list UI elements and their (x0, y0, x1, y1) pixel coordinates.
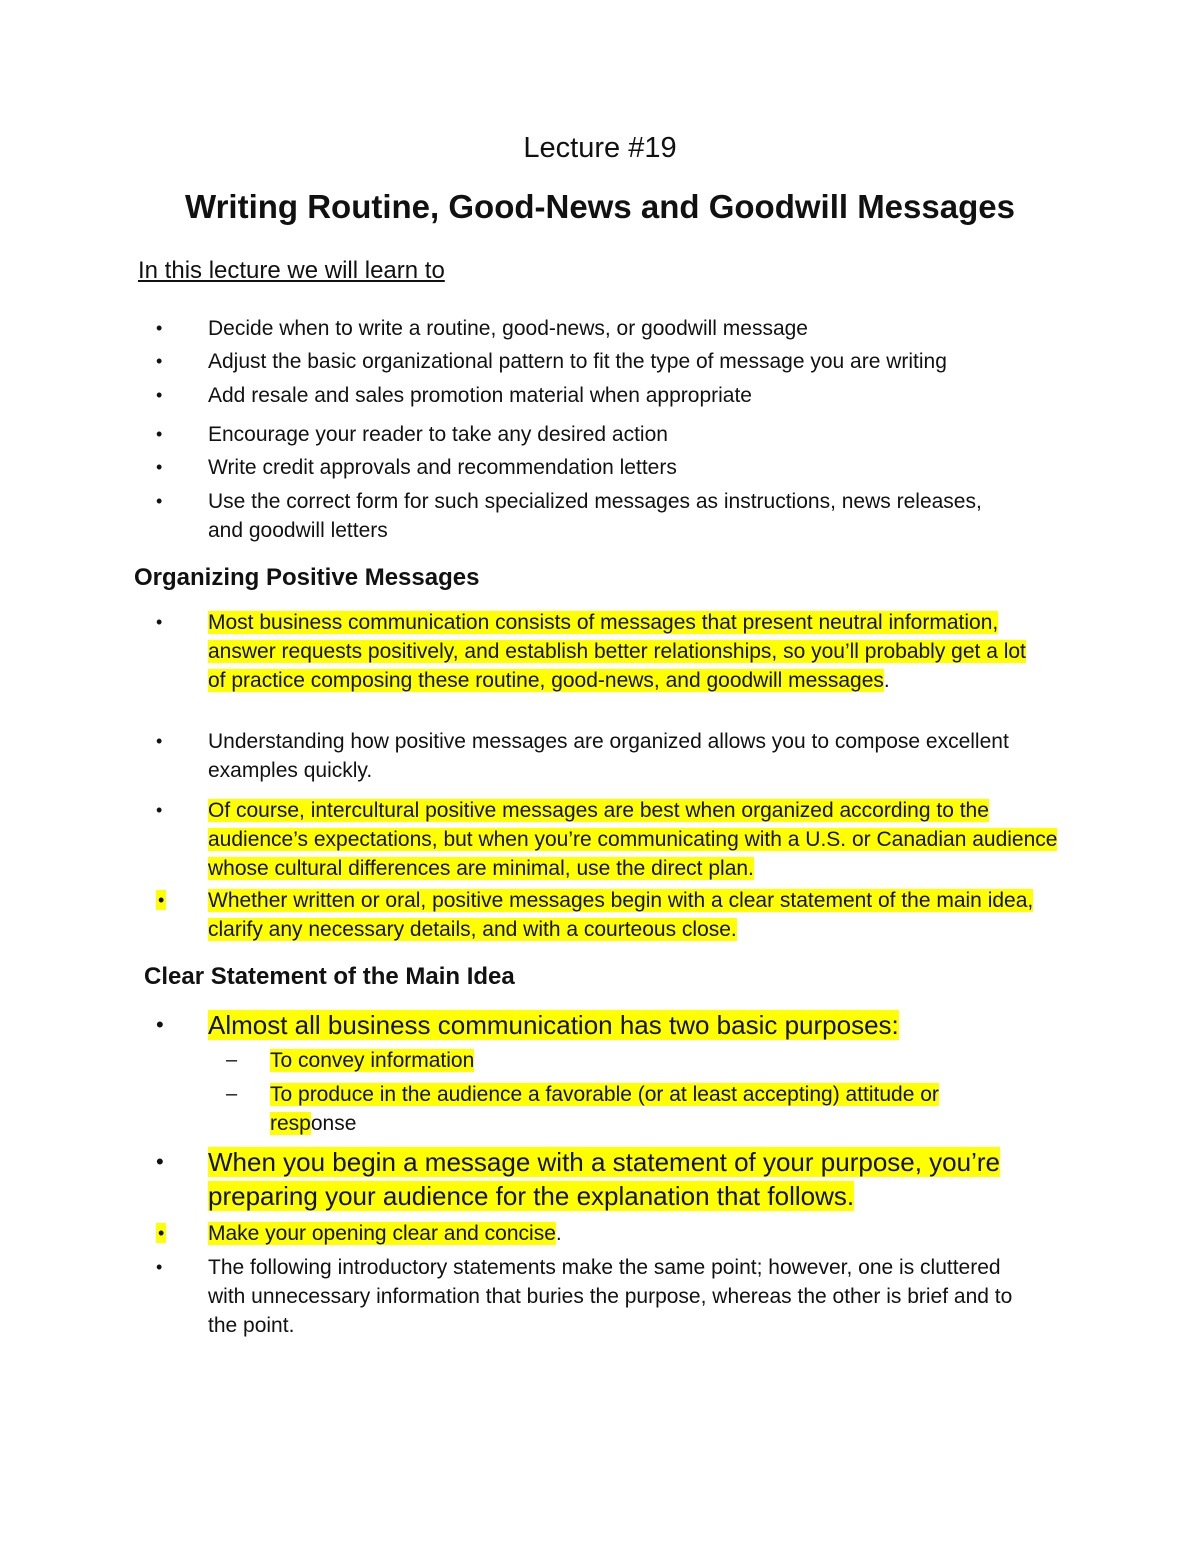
list-item (208, 1219, 1088, 1248)
bullet-icon: • (156, 385, 163, 405)
dash-icon: – (226, 1049, 238, 1071)
objective-item: Add resale and sales promotion material when appropriate (208, 384, 752, 407)
bullet-icon: • (156, 800, 163, 820)
highlighted-text: Most business communication consists of messages that present neutral information, answer requests positively, and establish better relationships, so you’ll probably get a lot of practice composing these routine, good-news, and goodwill messages (208, 611, 1026, 692)
lecture-number: Lecture #19 (523, 132, 677, 164)
list-item (208, 886, 1038, 944)
list-item (208, 796, 1058, 883)
highlighted-bullet-icon: • (158, 1223, 165, 1243)
highlighted-bullet-icon: • (158, 890, 165, 910)
highlighted-text: Of course, intercultural positive messages are best when organized according to the audience’s expectations, but when you’re communicating with a U.S. or Canadian audience whose cultural differences are minimal, use the direct plan. (208, 799, 1058, 880)
sentence-end: . (883, 669, 890, 692)
bullet-icon: • (156, 612, 163, 632)
bullet-icon: • (156, 1257, 163, 1277)
sub-list-item (270, 1080, 1030, 1138)
list-item (208, 608, 1038, 695)
highlighted-text: To produce in the audience a favorable (or at least accepting) attitude or resp (270, 1083, 939, 1135)
bullet-icon: • (156, 1012, 164, 1037)
bullet-icon (156, 886, 166, 915)
bullet-icon: • (156, 351, 163, 371)
objective-item: Write credit approvals and recommendation letters (208, 456, 677, 479)
dash-icon: – (226, 1083, 238, 1105)
bullet-icon: • (156, 1149, 164, 1174)
sentence-end: . (555, 1222, 562, 1245)
section-heading-main-idea: Clear Statement of the Main Idea (144, 963, 515, 990)
highlighted-text: Make your opening clear and concise (208, 1222, 556, 1245)
section-heading-organizing: Organizing Positive Messages (134, 564, 480, 591)
list-item: The following introductory statements make the same point; however, one is cluttered with unnecessary information that buries the purpose, whereas the other is brief and to the point. (208, 1256, 1013, 1337)
plain-text: onse (310, 1112, 357, 1135)
bullet-icon: • (156, 491, 163, 511)
bullet-icon: • (156, 457, 163, 477)
sub-list-item (270, 1046, 1070, 1075)
highlighted-text: When you begin a message with a statement of your purpose, you’re preparing your audience for the explanation that follows. (208, 1147, 1000, 1211)
objective-item: Adjust the basic organizational pattern to fit the type of message you are writing (208, 350, 947, 373)
page-title: Writing Routine, Good-News and Goodwill Messages (185, 188, 1015, 225)
objective-item: Use the correct form for such specialized messages as instructions, news releases, and goodwill letters (208, 490, 982, 542)
bullet-icon: • (156, 318, 163, 338)
intro-heading: In this lecture we will learn to (138, 257, 445, 284)
bullet-icon: • (156, 731, 163, 751)
objective-item: Decide when to write a routine, good-news, or goodwill message (208, 317, 808, 340)
highlighted-text: Whether written or oral, positive messages begin with a clear statement of the main idea, clarify any necessary details, and with a courteous close. (208, 889, 1034, 941)
list-item (208, 1145, 1058, 1213)
bullet-icon: • (156, 424, 163, 444)
highlighted-text: Almost all business communication has two basic purposes: (208, 1010, 899, 1040)
list-item (208, 1008, 1078, 1042)
highlighted-text: To convey information (270, 1049, 475, 1072)
objective-item: Encourage your reader to take any desired action (208, 423, 668, 446)
list-item: Understanding how positive messages are organized allows you to compose excellent examples quickly. (208, 730, 1009, 782)
bullet-icon (156, 1219, 166, 1248)
